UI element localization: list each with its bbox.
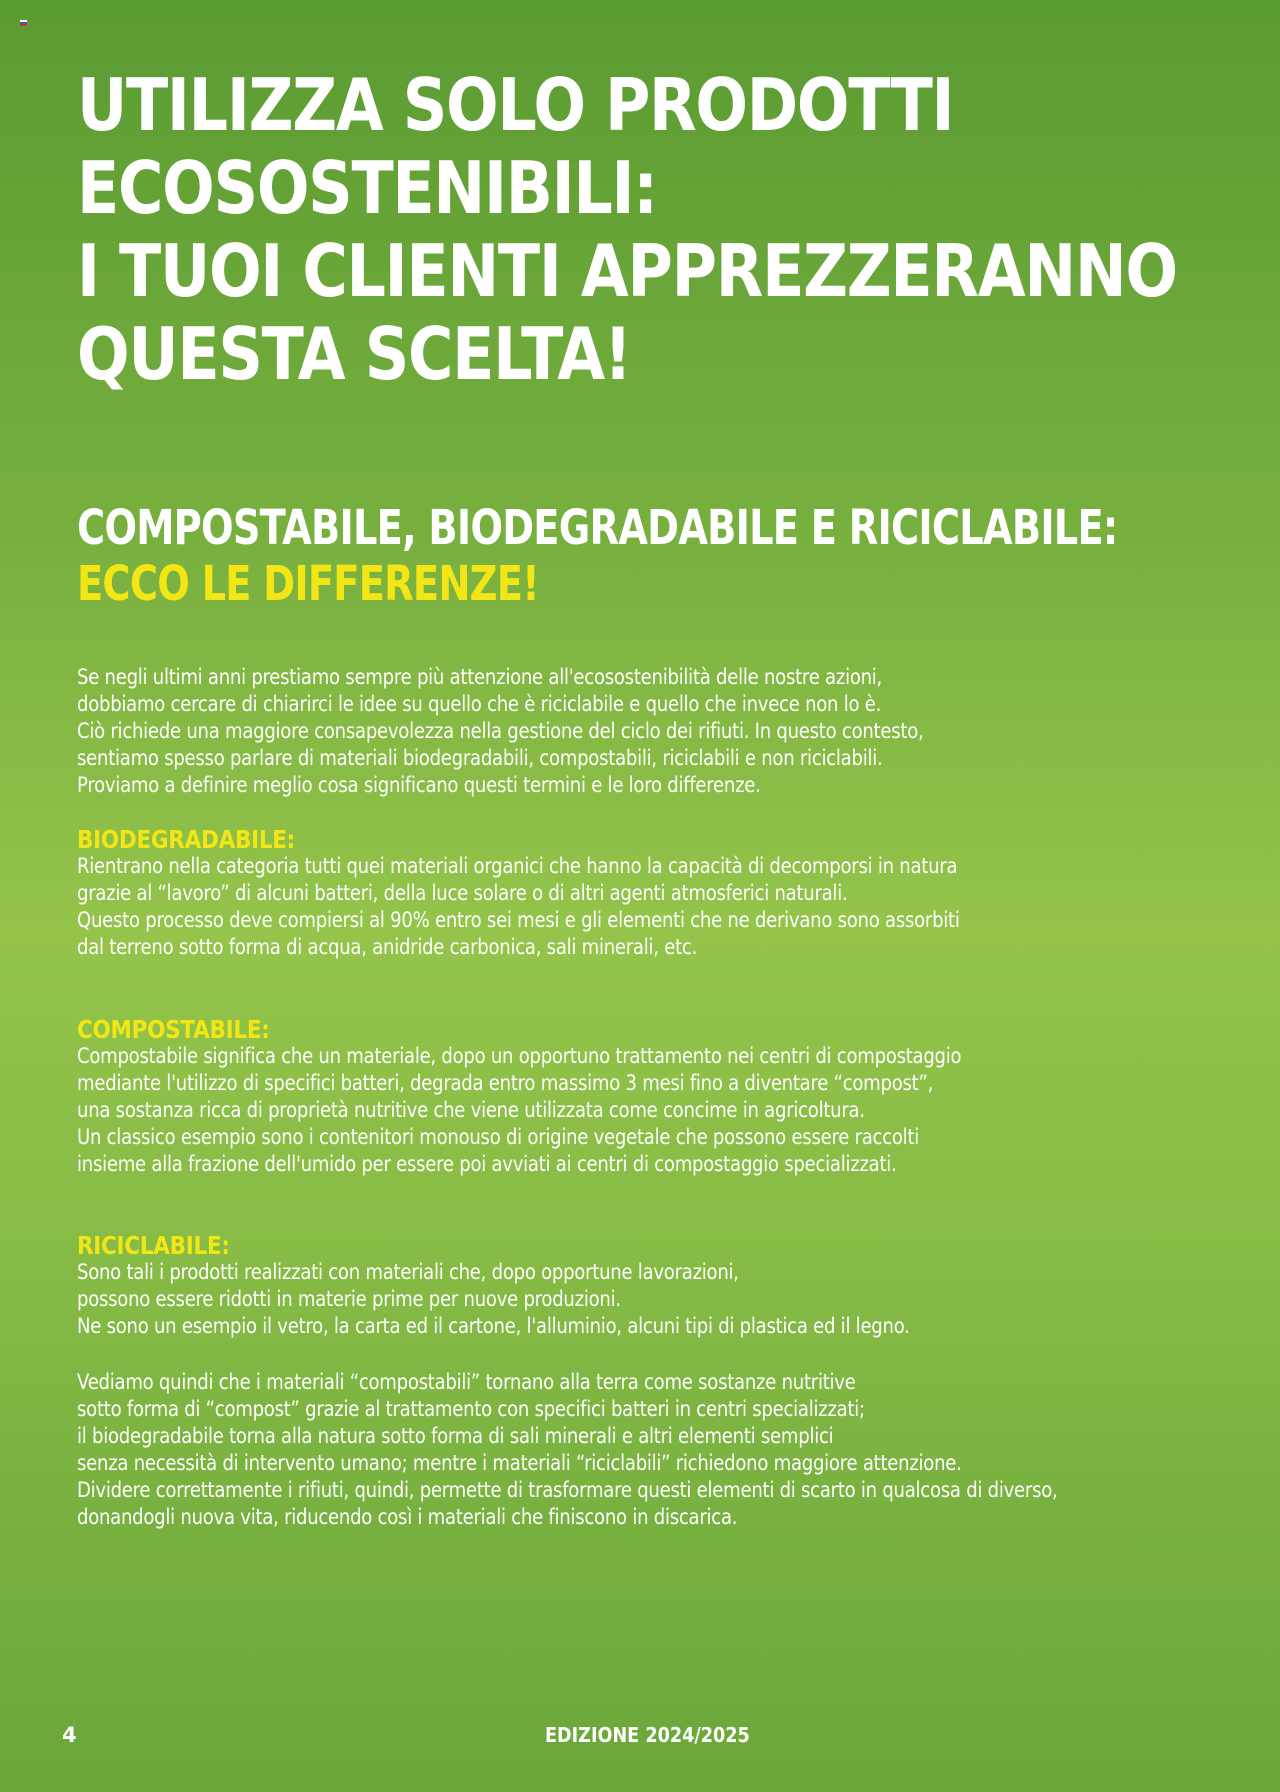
subtitle-line-1: COMPOSTABILE, BIODEGRADABILE E RICICLABILE: [77, 500, 1118, 556]
section-line: Compostabile significa che un materiale, dopo un opportuno trattamento nei centri di compostaggio [77, 1044, 962, 1068]
section-heading: COMPOSTABILE: [77, 1015, 270, 1044]
edition-label: EDIZIONE 2024/2025 [545, 1723, 750, 1747]
section-line: Sono tali i prodotti realizzati con materiali che, dopo opportune lavorazioni, [77, 1260, 739, 1284]
conclusion-line: il biodegradabile torna alla natura sotto forma di sali minerali e altri elementi semplici [77, 1424, 834, 1448]
intro-line: Ciò richiede una maggiore consapevolezza nella gestione del ciclo dei rifiuti. In questo contesto, [77, 719, 924, 743]
section-line: insieme alla frazione dell'umido per essere poi avviati ai centri di compostaggio specializzati. [77, 1152, 897, 1176]
section-heading: BIODEGRADABILE: [77, 825, 296, 854]
title-line: UTILIZZA SOLO PRODOTTI [77, 63, 954, 147]
section-line: Questo processo deve compiersi al 90% entro sei mesi e gli elementi che ne derivano sono assorbiti [77, 908, 960, 932]
intro-line: Proviamo a definire meglio cosa significano questi termini e le loro differenze. [77, 773, 761, 797]
section-heading: RICICLABILE: [77, 1231, 230, 1260]
title-line: I TUOI CLIENTI APPREZZERANNO [77, 229, 1177, 313]
section-line: Un classico esempio sono i contenitori monouso di origine vegetale che possono essere raccolti [77, 1125, 920, 1149]
section-riciclabile [77, 1232, 1195, 1340]
section-line: Rientrano nella categoria tutti quei materiali organici che hanno la capacità di decomporsi in natura [77, 854, 958, 878]
section-line: grazie al “lavoro” di alcuni batteri, della luce solare o di altri agenti atmosferici naturali. [77, 881, 848, 905]
section-line: mediante l'utilizzo di specifici batteri, degrada entro massimo 3 mesi fino a diventare “compost”, [77, 1071, 934, 1095]
intro-line: sentiamo spesso parlare di materiali biodegradabili, compostabili, riciclabili e non riciclabili. [77, 746, 883, 770]
section-line: una sostanza ricca di proprietà nutritive che viene utilizzata come concime in agricoltura. [77, 1098, 865, 1122]
conclusion-line: Vediamo quindi che i materiali “compostabili” tornano alla terra come sostanze nutritive [77, 1370, 856, 1394]
section-compostabile [77, 1016, 1195, 1178]
conclusion-line: sotto forma di “compost” grazie al trattamento con specifici batteri in centri specializzati; [77, 1397, 865, 1421]
title-line: ECOSOSTENIBILI: [77, 146, 657, 230]
section-biodegradabile [77, 826, 1195, 961]
conclusion-paragraph [77, 1369, 1195, 1531]
title-line: QUESTA SCELTA! [77, 312, 631, 396]
conclusion-line: senza necessità di intervento umano; mentre i materiali “riciclabili” richiedono maggiore attenzione. [77, 1451, 962, 1475]
section-line: Ne sono un esempio il vetro, la carta ed il cartone, l'alluminio, alcuni tipi di plastica ed il legno. [77, 1314, 910, 1338]
section-subtitle [77, 500, 1118, 612]
italian-flag-icon [20, 20, 27, 26]
section-line: possono essere ridotti in materie prime per nuove produzioni. [77, 1287, 621, 1311]
subtitle-line-2: ECCO LE DIFFERENZE! [77, 556, 539, 612]
intro-line: Se negli ultimi anni prestiamo sempre più attenzione all'ecosostenibilità delle nostre azioni, [77, 665, 883, 689]
conclusion-line: Dividere correttamente i rifiuti, quindi, permette di trasformare questi elementi di scarto in qualcosa di diverso, [77, 1478, 1058, 1502]
intro-paragraph [77, 664, 1195, 799]
conclusion-line: donandogli nuova vita, riducendo così i materiali che finiscono in discarica. [77, 1505, 738, 1529]
section-line: dal terreno sotto forma di acqua, anidride carbonica, sali minerali, etc. [77, 935, 698, 959]
intro-line: dobbiamo cercare di chiarirci le idee su quello che è riciclabile e quello che invece non lo è. [77, 692, 882, 716]
page-number: 4 [62, 1723, 77, 1747]
page-title [77, 63, 1177, 396]
